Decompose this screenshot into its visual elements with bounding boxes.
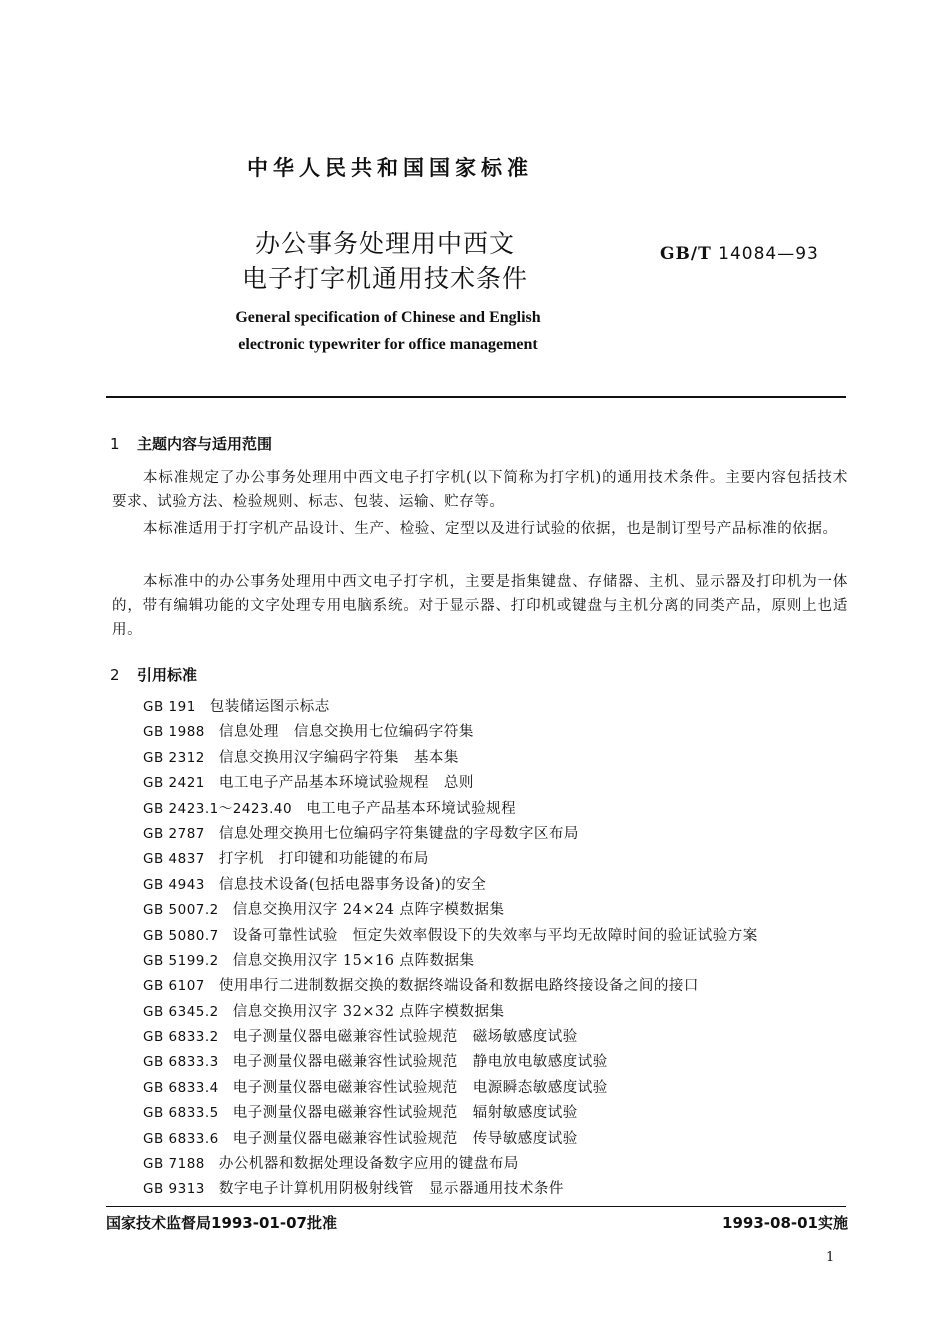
reference-code: GB 1988: [143, 724, 205, 741]
reference-title: 信息处理 信息交换用七位编码字符集: [218, 724, 474, 741]
list-item: [143, 720, 758, 745]
reference-title: 打字机 打印键和功能键的布局: [218, 851, 429, 868]
page-number: 1: [826, 1250, 835, 1265]
reference-title: 设备可靠性试验 恒定失效率假设下的失效率与平均无故障时间的验证试验方案: [232, 927, 758, 944]
standard-code: 14084—93: [718, 244, 819, 264]
reference-title: 数字电子计算机用阴极射线管 显示器通用技术条件: [218, 1181, 564, 1198]
reference-title: 信息交换用汉字 15×16 点阵数据集: [232, 952, 475, 969]
document-title-en-line2: electronic typewriter for office management: [238, 336, 538, 353]
section-1-number: 1: [110, 435, 120, 453]
standard-header-title: 中华人民共和国国家标准: [247, 156, 533, 180]
section-2-title: 引用标准: [137, 666, 198, 684]
reference-title: 电工电子产品基本环境试验规程: [306, 800, 517, 817]
reference-code: GB 6833.4: [143, 1079, 219, 1096]
reference-title: 办公机器和数据处理设备数字应用的键盘布局: [218, 1156, 519, 1173]
reference-title: 电子测量仪器电磁兼容性试验规范 电源瞬态敏感度试验: [232, 1079, 608, 1096]
list-item: [143, 822, 758, 847]
reference-code: GB 9313: [143, 1181, 205, 1198]
list-item: [143, 924, 758, 949]
reference-code: GB 4943: [143, 876, 205, 893]
document-title-cn-line1: 办公事务处理用中西文: [254, 229, 515, 258]
reference-code: GB 6107: [143, 978, 205, 995]
reference-code: GB 7188: [143, 1156, 205, 1173]
list-item: [143, 1050, 758, 1075]
reference-title: 包装储运图示标志: [209, 699, 330, 715]
section-1-paragraph: 本标准规定了办公事务处理用中西文电子打字机(以下简称为打字机)的通用技术条件。主要内容包括技术要求、试验方法、检验规则、标志、包装、运输、贮存等。: [112, 470, 848, 510]
list-item: [143, 1152, 758, 1177]
list-item: [143, 974, 758, 999]
reference-code: GB 2423.1～2423.40: [143, 800, 293, 817]
list-item: [143, 1177, 758, 1202]
section-1-paragraph: 本标准中的办公事务处理用中西文电子打字机，主要是指集键盘、存储器、主机、显示器及打印机为一体的，带有编辑功能的文字处理专用电脑系统。对于显示器、打印机或键盘与主机分离的同类产品，原则上也适用。: [112, 574, 848, 638]
section-2-number: 2: [110, 666, 120, 684]
section-1-title: 主题内容与适用范围: [137, 435, 273, 453]
list-item: [143, 1000, 758, 1025]
reference-title: 电子测量仪器电磁兼容性试验规范 辐射敏感度试验: [232, 1105, 578, 1122]
reference-code: GB 191: [143, 699, 196, 715]
document-title-en-line1: General specification of Chinese and English: [235, 309, 541, 326]
reference-title: 信息交换用汉字 24×24 点阵字模数据集: [232, 902, 505, 919]
bottom-divider: [106, 1206, 846, 1207]
list-item: [143, 949, 758, 974]
effective-date: 1993-08-01实施: [722, 1214, 848, 1232]
reference-title: 信息技术设备(包括电器事务设备)的安全: [218, 876, 487, 893]
reference-title: 使用串行二进制数据交换的数据终端设备和数据电路终接设备之间的接口: [218, 978, 699, 995]
reference-code: GB 5199.2: [143, 952, 219, 969]
reference-title: 信息交换用汉字 32×32 点阵字模数据集: [232, 1003, 505, 1020]
list-item: [143, 1025, 758, 1050]
reference-list: [143, 695, 758, 1203]
reference-code: GB 6833.6: [143, 1130, 219, 1147]
reference-title: 电子测量仪器电磁兼容性试验规范 传导敏感度试验: [232, 1130, 578, 1147]
reference-code: GB 2787: [143, 825, 205, 842]
approval-date: 国家技术监督局1993-01-07批准: [106, 1214, 337, 1232]
list-item: [143, 771, 758, 796]
reference-code: GB 2421: [143, 775, 205, 792]
list-item: [143, 1101, 758, 1126]
document-title-cn-line2: 电子打字机通用技术条件: [241, 264, 528, 293]
reference-title: 电子测量仪器电磁兼容性试验规范 磁场敏感度试验: [232, 1029, 578, 1046]
reference-code: GB 5080.7: [143, 927, 219, 944]
list-item: [143, 1127, 758, 1152]
reference-code: GB 2312: [143, 749, 205, 766]
reference-code: GB 6833.2: [143, 1029, 219, 1046]
reference-title: 电子测量仪器电磁兼容性试验规范 静电放电敏感度试验: [232, 1054, 608, 1071]
list-item: [143, 797, 758, 822]
reference-code: GB 5007.2: [143, 902, 219, 919]
list-item: [143, 1076, 758, 1101]
list-item: [143, 746, 758, 771]
standard-number: [660, 244, 819, 264]
reference-title: 电工电子产品基本环境试验规程 总则: [218, 775, 474, 792]
section-1-paragraph: 本标准适用于打字机产品设计、生产、检验、定型以及进行试验的依据，也是制订型号产品标准的依据。: [143, 521, 838, 537]
section-1-heading: [110, 433, 272, 454]
reference-code: GB 6833.3: [143, 1054, 219, 1071]
list-item: [143, 898, 758, 923]
section-2-heading: [110, 664, 197, 685]
top-divider: [106, 396, 846, 398]
reference-code: GB 4837: [143, 851, 205, 868]
list-item: [143, 695, 758, 720]
reference-code: GB 6345.2: [143, 1003, 219, 1020]
reference-title: 信息处理交换用七位编码字符集键盘的字母数字区布局: [218, 825, 579, 842]
reference-title: 信息交换用汉字编码字符集 基本集: [218, 749, 459, 766]
standard-prefix: GB/T: [660, 244, 712, 264]
reference-code: GB 6833.5: [143, 1105, 219, 1122]
list-item: [143, 847, 758, 872]
list-item: [143, 873, 758, 898]
